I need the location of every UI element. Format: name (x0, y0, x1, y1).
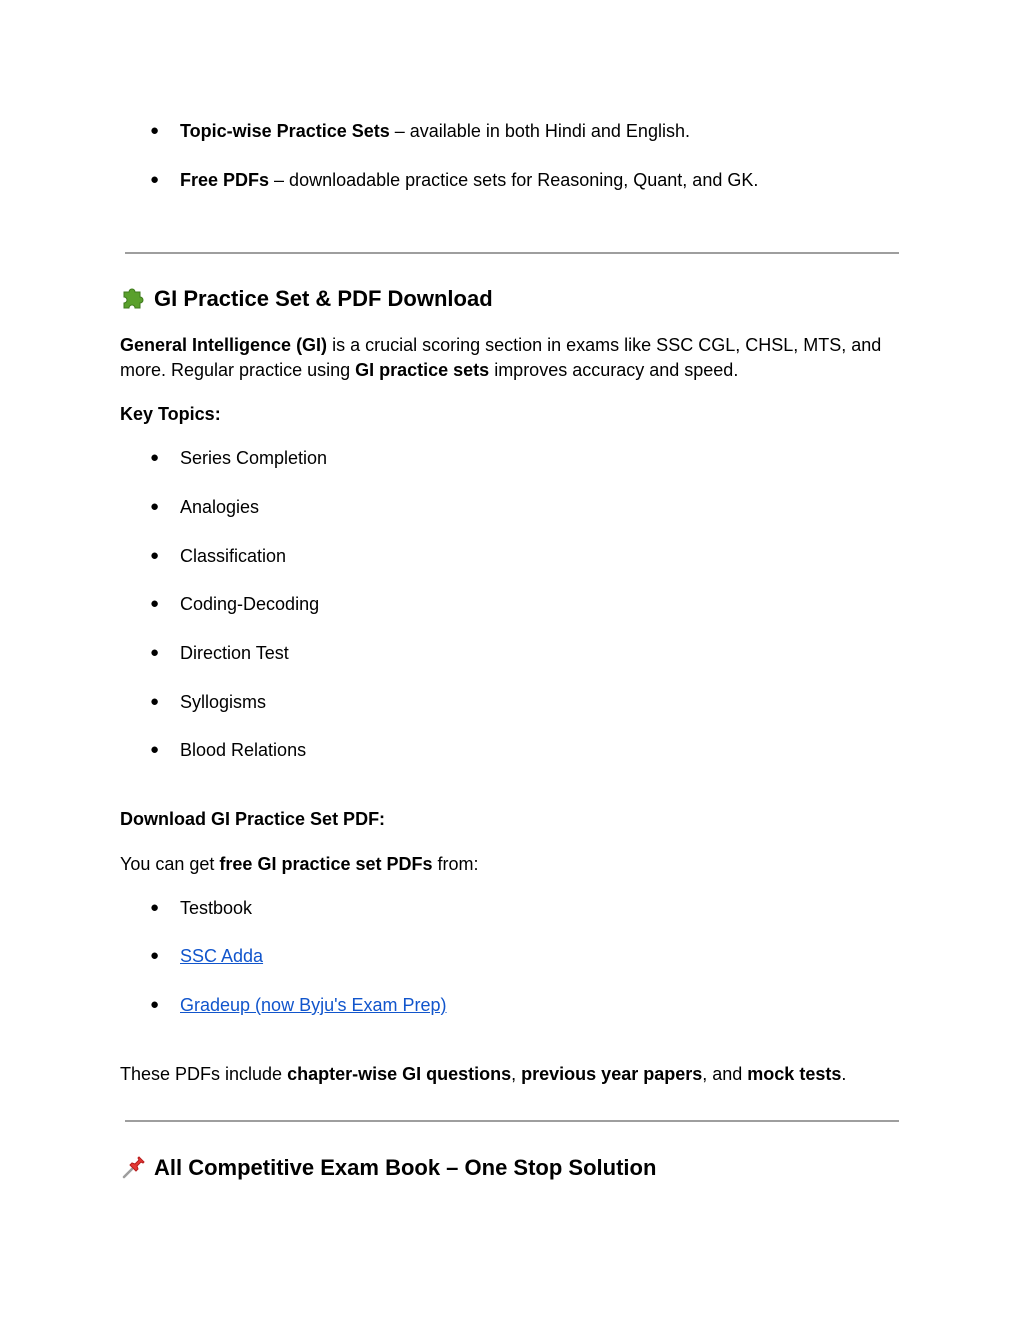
intro-bold: GI practice sets (355, 359, 490, 380)
bullet: ● (150, 547, 160, 564)
intro-bold: General Intelligence (GI) (120, 335, 328, 355)
list-item (150, 495, 259, 519)
download-intro (120, 852, 479, 876)
list-item (150, 592, 319, 616)
list-item (150, 446, 327, 470)
summary-bold: previous year papers (521, 1064, 703, 1084)
bullet: ● (150, 996, 160, 1013)
download-intro-bold: free GI practice set PDFs (219, 854, 433, 874)
list-item-text: Classification (180, 546, 287, 566)
summary-paragraph (120, 1062, 846, 1086)
list-item (150, 690, 266, 714)
list-item (150, 544, 286, 568)
bullet: ● (150, 449, 160, 466)
download-label: Download GI Practice Set PDF: (120, 809, 386, 829)
pushpin-icon (120, 1153, 148, 1181)
summary-text: These PDFs include (120, 1064, 288, 1084)
key-topics-label: Key Topics: (120, 404, 221, 424)
list-item (150, 896, 252, 920)
download-intro-text: You can get (120, 854, 220, 874)
bullet: ● (150, 741, 160, 758)
bullet: ● (150, 693, 160, 710)
list-item (150, 119, 690, 143)
list-item-text: Syllogisms (180, 692, 267, 712)
list-item-text: – downloadable practice sets for Reasoning, Quant, and GK. (269, 170, 759, 190)
list-item-text: Direction Test (180, 643, 289, 663)
bullet: ● (150, 644, 160, 661)
list-item (150, 738, 306, 762)
list-item-bold: Free PDFs (180, 170, 270, 190)
download-intro-text: from: (432, 854, 479, 874)
intro-text: improves accuracy and speed. (489, 359, 739, 380)
list-item (150, 944, 263, 968)
intro-paragraph (120, 333, 910, 382)
summary-bold: mock tests (747, 1064, 842, 1084)
list-item (150, 168, 758, 192)
summary-text: . (841, 1064, 847, 1084)
section-heading-text: All Competitive Exam Book – One Stop Solution (154, 1155, 657, 1180)
bullet: ● (150, 171, 160, 188)
list-item-text: Blood Relations (180, 740, 307, 760)
list-item-text: Series Completion (180, 448, 328, 468)
puzzle-icon (120, 284, 148, 312)
list-item (150, 641, 289, 665)
list-item-text: – available in both Hindi and English. (389, 121, 690, 141)
section-heading (120, 284, 493, 314)
horizontal-rule (125, 1120, 899, 1122)
section-heading (120, 1153, 656, 1183)
summary-text: , (511, 1064, 522, 1084)
list-item (150, 993, 447, 1017)
bullet: ● (150, 595, 160, 612)
bullet: ● (150, 122, 160, 139)
summary-bold: chapter-wise GI questions (287, 1064, 512, 1084)
bullet: ● (150, 498, 160, 515)
section-heading-text: GI Practice Set & PDF Download (154, 286, 493, 311)
gradeup-link[interactable]: Gradeup (now Byju's Exam Prep) (180, 995, 447, 1015)
list-item-text: Coding-Decoding (180, 594, 320, 614)
ssc-adda-link[interactable]: SSC Adda (180, 946, 264, 966)
horizontal-rule (125, 252, 899, 254)
list-item-bold: Topic-wise Practice Sets (180, 121, 390, 141)
bullet: ● (150, 947, 160, 964)
intro-text: is a crucial scoring section in exams like SSC CGL, CHSL, MTS, and more. Regular practice using (120, 335, 882, 380)
source-testbook: Testbook (180, 898, 253, 918)
bullet: ● (150, 899, 160, 916)
summary-text: , and (702, 1064, 748, 1084)
list-item-text: Analogies (180, 497, 260, 517)
